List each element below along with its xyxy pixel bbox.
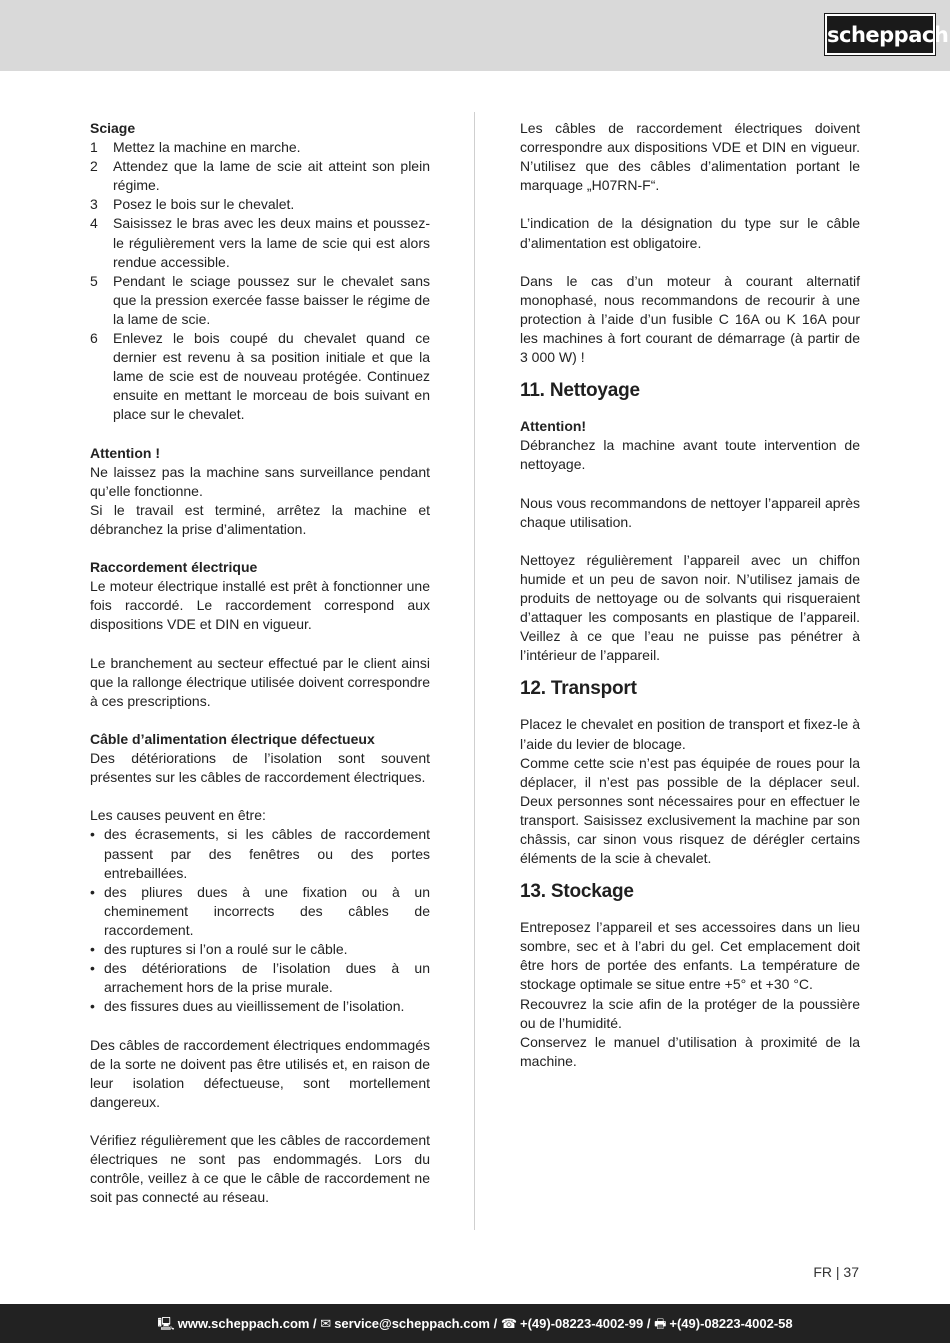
list-item: 2 Attendez que la lame de scie ait atteint son plein régime. xyxy=(90,158,430,194)
page-number: FR | 37 xyxy=(813,1264,859,1280)
footer-website: www.scheppach.com / xyxy=(177,1316,317,1331)
list-item: • des fissures dues au vieillissement de l’isolation. xyxy=(90,998,405,1015)
envelope-icon: ✉ xyxy=(320,1316,332,1331)
section-heading-nettoyage: 11. Nettoyage xyxy=(520,380,640,402)
attention-text: Ne laissez pas la machine sans surveillance pendant qu’elle fonctionne. xyxy=(90,463,430,499)
cable-heading: Câble d’alimentation électrique défectueux xyxy=(90,731,375,747)
footer-bar xyxy=(0,1304,950,1343)
computer-icon: 🖳 xyxy=(157,1316,175,1331)
sciage-steps xyxy=(90,138,430,424)
footer-fax: +(49)-08223-4002-58 xyxy=(669,1316,793,1331)
paragraph: Le moteur électrique installé est prêt à fonctionner une fois raccordé. Le raccordement correspond aux dispositions VDE et DIN en vigueur. xyxy=(90,578,430,633)
attention-text: Si le travail est terminé, arrêtez la machine et débranchez la prise d’alimentation. xyxy=(90,501,430,537)
page-number-value: 37 xyxy=(843,1264,859,1280)
header-bar xyxy=(0,0,950,71)
footer-email: service@scheppach.com / xyxy=(334,1316,498,1331)
column-divider xyxy=(474,112,475,1230)
paragraph: Des câbles de raccordement électriques endommagés de la sorte ne doivent pas être utilisés et, en raison de leur isolation défectueuse, sont mortellement dangereux. xyxy=(90,1036,430,1110)
paragraph: Les câbles de raccordement électriques doivent correspondre aux dispositions VDE et DIN en vigueur. N’utilisez que des câbles d’alimentation portant le marquage „H07RN-F“. xyxy=(520,120,860,194)
list-item: • des détériorations de l’isolation dues à un arrachement hors de la prise murale. xyxy=(90,960,430,996)
paragraph: Le branchement au secteur effectué par le client ainsi que la rallonge électrique utilisée doivent correspondre à ces prescriptions. xyxy=(90,654,430,709)
attention-heading: Attention! xyxy=(520,418,587,435)
scheppach-logo: scheppach xyxy=(825,14,935,55)
footer-phone: +(49)-08223-4002-99 / xyxy=(520,1316,651,1331)
causes-list xyxy=(90,825,430,1016)
list-item: 4 Saisissez le bras avec les deux mains et poussez-le régulièrement vers la lame de scie qui est alors rendue accessible. xyxy=(90,215,430,270)
paragraph: Nous vous recommandons de nettoyer l’appareil après chaque utilisation. xyxy=(520,494,860,530)
phone-icon: ☎ xyxy=(500,1316,518,1331)
right-column xyxy=(520,119,860,1071)
paragraph: Entreposez l’appareil et ses accessoires dans un lieu sombre, sec et à l’abri du gel. Cet emplacement doit être hors de portée des enfants. La température de stockage optimale se situe entre +5° et +30 °C. xyxy=(520,919,860,993)
section-heading-stockage: 13. Stockage xyxy=(520,881,634,903)
list-item: 1 Mettez la machine en marche. xyxy=(90,139,301,156)
paragraph: L’indication de la désignation du type sur le câble d’alimentation est obligatoire. xyxy=(520,215,860,251)
list-item: 6 Enlevez le bois coupé du chevalet quand ce dernier est revenu à sa position initiale et que la lame de scie est de nouveau protégée. Continuez ensuite en mettant le morceau de bois suivant en place sur le chevalet. xyxy=(90,330,430,423)
left-column xyxy=(90,119,430,1207)
section-heading-transport: 12. Transport xyxy=(520,678,637,700)
paragraph: Des détériorations de l’isolation sont souvent présentes sur les câbles de raccordement électriques. xyxy=(90,750,430,786)
paragraph: Dans le cas d’un moteur à courant alternatif monophasé, nous recommandons de recourir à une protection à l’aide d’un fusible C 16A ou K 16A pour les machines à fort courant de démarrage (à partir de 3 000 W) ! xyxy=(520,272,860,366)
attention-heading: Attention ! xyxy=(90,444,160,461)
raccordement-heading: Raccordement électrique xyxy=(90,559,258,576)
paragraph: Comme cette scie n’est pas équipée de roues pour la déplacer, il n’est pas possible de la déplacer seul. Deux personnes sont nécessaires pour en effectuer le transport. Saisissez exclusivement la machine par son châssis, car sinon vous risquez de dérégler certains éléments de la scie à chevalet. xyxy=(520,754,860,867)
paragraph: Placez le chevalet en position de transport et fixez-le à l’aide du levier de blocage. xyxy=(520,716,860,752)
list-item: 5 Pendant le sciage poussez sur le chevalet sans que la pression exercée fasse baisser le régime de la lame de scie. xyxy=(90,272,430,327)
paragraph: Recouvrez la scie afin de la protéger de la poussière ou de l’humidité. xyxy=(520,995,860,1031)
page-language: FR xyxy=(813,1264,832,1280)
paragraph: Débranchez la machine avant toute intervention de nettoyage. xyxy=(520,437,860,473)
paragraph: Vérifiez régulièrement que les câbles de raccordement électriques ne sont pas endommagés. Lors du contrôle, veillez à ce que le câble de raccordement ne soit pas connecté au réseau. xyxy=(90,1131,430,1206)
paragraph: Nettoyez régulièrement l’appareil avec un chiffon humide et un peu de savon noir. N’utilisez jamais de produits de nettoyage ou de solvants qui risqueraient d’attaquer les composants en plastique de l’appareil. Veillez à ce que l’eau ne puisse pas pénétrer à l’intérieur de l’appareil. xyxy=(520,551,860,664)
list-item: • des écrasements, si les câbles de raccordement passent par des fenêtres ou des portes entrebaillées. xyxy=(90,826,430,881)
list-item: • des ruptures si l’on a roulé sur le câble. xyxy=(90,941,348,958)
list-item: 3 Posez le bois sur le chevalet. xyxy=(90,196,295,213)
fax-icon: 🖶 xyxy=(654,1316,667,1331)
sciage-heading: Sciage xyxy=(90,120,136,136)
causes-intro: Les causes peuvent en être: xyxy=(90,807,266,824)
paragraph: Conservez le manuel d’utilisation à proximité de la machine. xyxy=(520,1033,860,1069)
list-item: • des pliures dues à une fixation ou à un cheminement incorrects des câbles de raccordement. xyxy=(90,883,430,938)
